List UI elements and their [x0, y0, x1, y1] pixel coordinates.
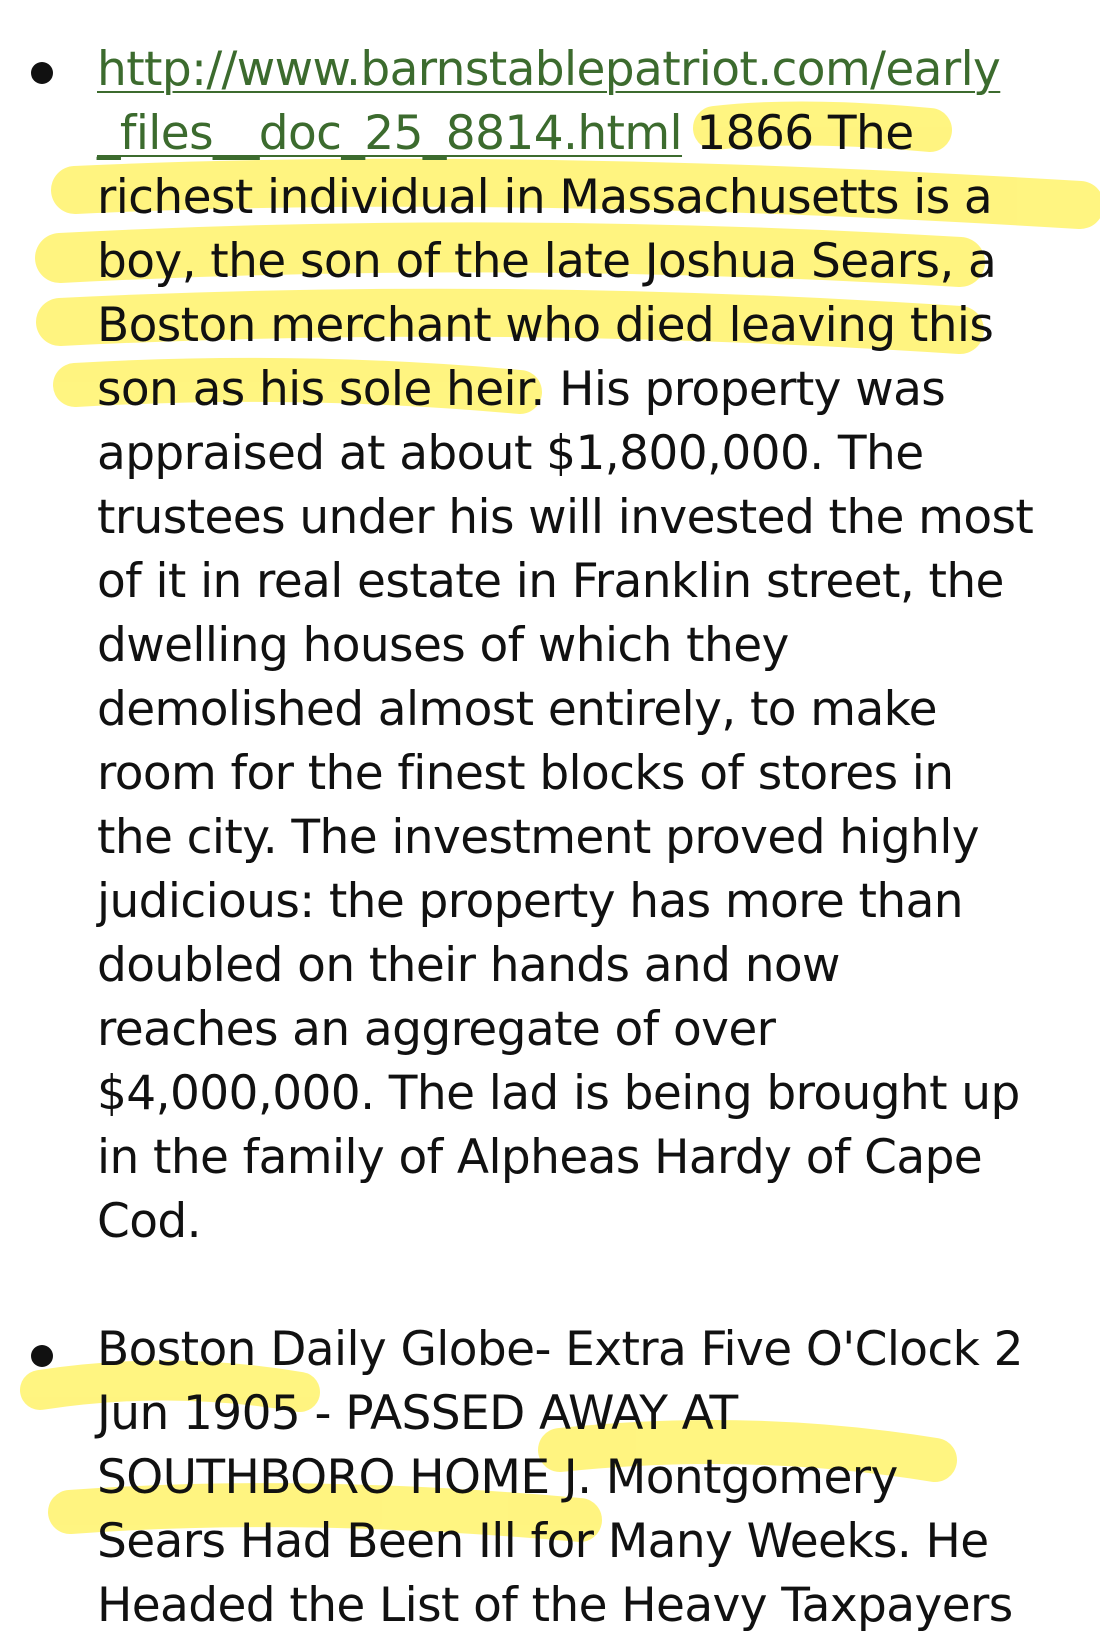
- list-item: [97, 38, 1087, 1254]
- entry-text: [97, 38, 1087, 1254]
- text-line: Jun 1905 - PASSED AWAY AT: [97, 1386, 738, 1441]
- text-line: Boston Daily Globe- Extra Five O'Clock 2: [97, 1322, 1023, 1377]
- text-line: doubled on their hands and now: [97, 938, 840, 993]
- source-link[interactable]: http://www.barnstablepatriot.com/early: [97, 42, 1001, 97]
- text-line: dwelling houses of which they: [97, 618, 789, 673]
- text-line: appraised at about $1,800,000. The: [97, 426, 924, 481]
- text-line: son as his sole heir. His property was: [97, 362, 946, 417]
- bullet-point: [31, 1345, 53, 1367]
- text-line: demolished almost entirely, to make: [97, 682, 937, 737]
- text-line: in the family of Alpheas Hardy of Cape: [97, 1130, 983, 1185]
- text-line: $4,000,000. The lad is being brought up: [97, 1066, 1020, 1121]
- entry-text: [97, 1318, 1087, 1635]
- text-line: 1866 The: [682, 106, 914, 161]
- text-line: judicious: the property has more than: [97, 874, 963, 929]
- bullet-point: [31, 62, 53, 84]
- text-line: Sears Had Been Ill for Many Weeks. He: [97, 1514, 989, 1569]
- text-line: Boston merchant who died leaving this: [97, 298, 994, 353]
- text-line: reaches an aggregate of over: [97, 1002, 776, 1057]
- text-line: trustees under his will invested the most: [97, 490, 1034, 545]
- text-line: richest individual in Massachusetts is a: [97, 170, 993, 225]
- text-line: boy, the son of the late Joshua Sears, a: [97, 234, 997, 289]
- text-line: SOUTHBORO HOME J. Montgomery: [97, 1450, 898, 1505]
- list-item: [97, 1318, 1087, 1635]
- text-line: Headed the List of the Heavy Taxpayers: [97, 1578, 1013, 1633]
- text-line: the city. The investment proved highly: [97, 810, 980, 865]
- text-line: of it in real estate in Franklin street, the: [97, 554, 1004, 609]
- source-link[interactable]: _files__doc_25_8814.html: [97, 106, 683, 161]
- text-line: Cod.: [97, 1194, 201, 1249]
- text-line: room for the finest blocks of stores in: [97, 746, 954, 801]
